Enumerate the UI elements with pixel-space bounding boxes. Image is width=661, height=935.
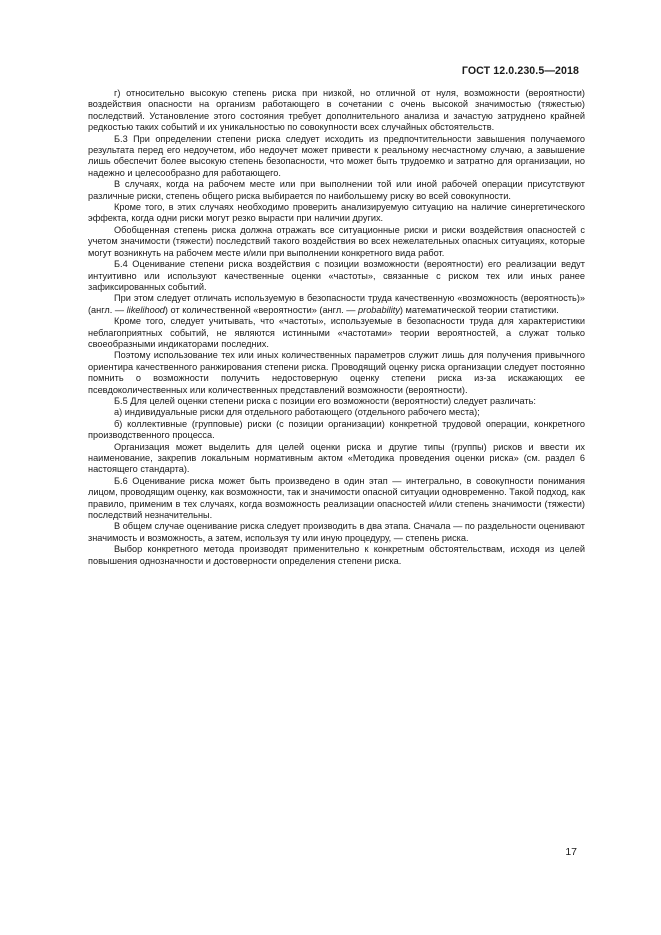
paragraph-organization-types: Организация может выделить для целей оценки риска и другие типы (группы) рисков и ввести их наименование, закрепив локальным нормативным актом «Методика проведения оценки риска» (см. раздел 6 настоящего стандарта). xyxy=(88,441,585,475)
paragraph-method-choice: Выбор конкретного метода производят применительно к конкретным обстоятельствам, исходя из целей повышения однозначности и достоверности определения степени риска. xyxy=(88,544,585,566)
term-likelihood: likelihood xyxy=(126,304,165,315)
term-probability: probability xyxy=(358,304,400,315)
paragraph-two-stages: В общем случае оценивание риска следует производить в два этапа. Сначала — по раздельности оценивают значимость и возможность, а затем, используя ту или иную процедуру, — степень риска. xyxy=(88,521,585,543)
paragraph-b6: Б.6 Оценивание риска может быть произведено в один этап — интегрально, в совокупности понимания лицом, проводящим оценку, как возможности, так и значимости опасной ситуации одновременно. Такой подход, как правило, применим в тех случаях, когда возможность реализации опасностей и/или степень значимости (тяжести) последствий незначительны. xyxy=(88,475,585,521)
document-header xyxy=(462,65,579,77)
standard-code: ГОСТ 12.0.230.5—2018 xyxy=(461,65,579,77)
p7-middle: ) от количественной «вероятности» (англ. — xyxy=(164,304,359,315)
paragraph-b3: Б.3 При определении степени риска следует исходить из предпочтительности завышения получаемого результата перед его недоучетом, ибо недоучет может привести к реальному несчастному случаю, а завышение лишь обеспечит более высокую степень безопасности, что может быть трудоемко и затратно для организации, но надежно и целесообразно для работающего. xyxy=(88,133,585,178)
paragraph-item-a: а) индивидуальные риски для отдельного работающего (отдельного рабочего места); xyxy=(114,407,480,418)
p7-after: ) математической теории статистики. xyxy=(399,304,559,315)
paragraph-various-risks: В случаях, когда на рабочем месте или при выполнении той или иной рабочей операции присутствуют различные риски, степень общего риска выбирается по наибольшему риску во всей совокупности. xyxy=(88,179,585,201)
paragraph-item-b: б) коллективные (групповые) риски (с позиции организации) конкретной трудовой операции, конкретного производственного процесса. xyxy=(88,418,585,441)
p7-before: При этом следует отличать используемую в безопасности труда качественную «возможность (вероятность)» (англ. — xyxy=(88,293,585,315)
paragraph-likelihood-probability xyxy=(88,293,585,316)
paragraph-synergy: Кроме того, в этих случаях необходимо проверить анализируемую ситуацию на наличие синергетического эффекта, когда одни риски могут резко вырасти при наличии других. xyxy=(88,202,585,224)
paragraph-frequencies: Кроме того, следует учитывать, что «частоты», используемые в безопасности труда для характеристики неблагоприятных событий, не являются истинными «частотами» теории вероятностей, а служат только своеобразными индикаторами последних. xyxy=(88,316,585,349)
paragraph-quantitative-params: Поэтому использование тех или иных количественных параметров служит лишь для получения привычного ориентира качественного ранжирования степени риска. Проводящий оценку риска организации следует постоянно помнить о возможности получить недостоверную оценку степени риска из-за искажающих ее псевдоколичественных или количественных представлений возможности (вероятности). xyxy=(88,350,585,395)
paragraph-item-g: г) относительно высокую степень риска при низкой, но отличной от нуля, возможности (вероятности) воздействия опасности на организм работающего в сочетании с очень высокой значимостью (тяжестью) последствий. Установление этого состояния требует дополнительного анализа и зачастую затруднено крайней редкостью таких событий и их уникальностью по совокупности всех случайных обстоятельств. xyxy=(88,88,585,133)
page-number: 17 xyxy=(565,846,577,858)
paragraph-b5: Б.5 Для целей оценки степени риска с позиции его возможности (вероятности) следует различать: xyxy=(114,395,536,406)
document-body xyxy=(88,88,585,567)
paragraph-generalized-risk: Обобщенная степень риска должна отражать все ситуационные риски и риски воздействия опасностей с учетом значимости (тяжести) последствий такого воздействия во всех нежелательных опасных ситуациях, которые могут возникнуть на рабочем месте и/или при выполнении конкретного вида работ. xyxy=(88,224,585,258)
paragraph-b4: Б.4 Оценивание степени риска воздействия с позиции возможности (вероятности) его реализации ведут интуитивно или используют качественные оценки «частоты», связанные с риском тех или иных ранее зафиксированных событий. xyxy=(88,259,585,292)
